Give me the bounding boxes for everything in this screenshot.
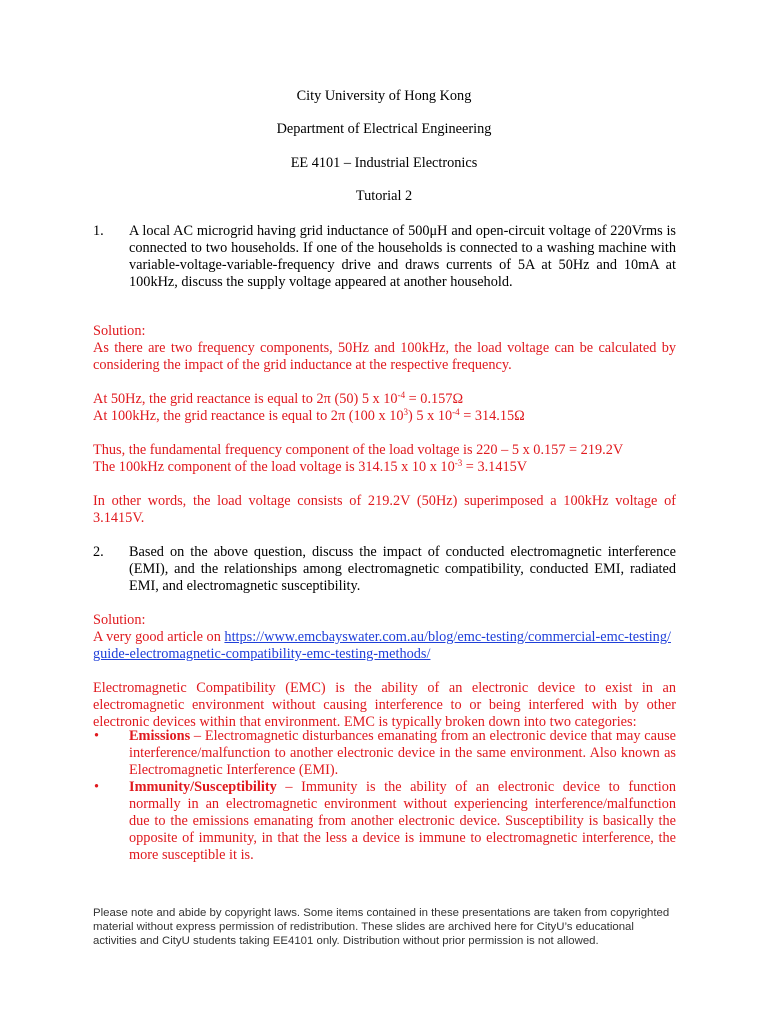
immunity-description: – Immunity is the ability of an electronic device to function normally in an electromagnetic environment without experiencing interference/malfunction due to the emissions emanating from another electronic device. Susceptibility is basically the opposite of immunity, in that the less a device is immune to electromagnetic interference, the more susceptible it is. xyxy=(129,779,676,863)
article-reference xyxy=(93,629,676,663)
bullet-icon: • xyxy=(94,779,100,795)
emissions-term: Emissions xyxy=(129,728,191,744)
reactance-100khz-text: At 100kHz, the grid reactance is equal to 2π (100 x 10 xyxy=(93,408,404,424)
solution-1-label: Solution: xyxy=(93,323,146,339)
reactance-50hz-result: = 0.157Ω xyxy=(405,391,464,407)
bullet-icon: • xyxy=(94,728,100,744)
reactance-100khz-result: = 314.15Ω xyxy=(459,408,525,424)
article-prefix: A very good article on xyxy=(93,629,225,645)
copyright-notice: Please note and abide by copyright laws. Some items contained in these presentations are taken from copyrighted material without express permission of redistribution. These slides are archived here for CityU’s educational activities and CityU students taking EE4101 only. Distribution without prior permission is not allowed. xyxy=(93,907,670,948)
emc-definition: Electromagnetic Compatibility (EMC) is the ability of an electronic device to exist in an electromagnetic environment without causing interference to or being interfered with by other electronic devices within that environment. EMC is typically broken down into two categories: xyxy=(93,680,676,730)
solution-2-label: Solution: xyxy=(93,612,146,628)
fundamental-voltage-line: Thus, the fundamental frequency component of the load voltage is 220 – 5 x 0.157 = 219.2V xyxy=(93,442,624,458)
reactance-50hz-line xyxy=(93,391,676,408)
course-title: EE 4101 – Industrial Electronics xyxy=(290,155,478,171)
harmonic-voltage-text: The 100kHz component of the load voltage is 314.15 x 10 x 10 xyxy=(93,459,455,475)
department-name: Department of Electrical Engineering xyxy=(276,121,492,137)
solution-1-intro: As there are two frequency components, 50Hz and 100kHz, the load voltage can be calculated by considering the impact of the grid inductance at the respective frequency. xyxy=(93,340,676,373)
reactance-100khz-exponent-2: -4 xyxy=(452,407,460,417)
reactance-100khz-exponent-1: 3 xyxy=(403,407,409,417)
emc-category-list xyxy=(93,728,676,864)
harmonic-voltage-line xyxy=(93,459,676,476)
question-1-text: A local AC microgrid having grid inductance of 500μH and open-circuit voltage of 220Vrms is connected to two households. If one of the households is connected to a washing machine with variable-voltage-variable-frequency drive and draws currents of 5A at 50Hz and 10mA at 100kHz, discuss the supply voltage appeared at another household. xyxy=(129,223,676,290)
emc-categories xyxy=(93,728,676,864)
tutorial-title: Tutorial 2 xyxy=(355,188,413,204)
article-link[interactable]: https://www.emcbayswater.com.au/blog/emc-testing/commercial-emc-testing/guide-electromagnetic-compatibility-emc-testing-methods/ xyxy=(93,629,671,662)
question-2 xyxy=(93,544,676,595)
list-item-immunity xyxy=(93,779,676,864)
university-name: City University of Hong Kong xyxy=(296,88,472,104)
question-2-number: 2. xyxy=(93,544,104,560)
reactance-100khz-line xyxy=(93,408,676,425)
reactance-100khz-text-2: ) 5 x 10 xyxy=(408,408,453,424)
solution-1-conclusion: In other words, the load voltage consists of 219.2V (50Hz) superimposed a 100kHz voltage of 3.1415V. xyxy=(93,493,676,526)
emissions-description: – Electromagnetic disturbances emanating from an electronic device that may cause interference/malfunction to another electronic device in the same environment. Also known as Electromagnetic Interference (EMI). xyxy=(129,728,676,778)
reactance-50hz-text: At 50Hz, the grid reactance is equal to 2π (50) 5 x 10 xyxy=(93,391,398,407)
question-1-number: 1. xyxy=(93,223,104,239)
immunity-term: Immunity/Susceptibility xyxy=(129,779,277,795)
harmonic-voltage-result: = 3.1415V xyxy=(462,459,528,475)
harmonic-voltage-exponent: -3 xyxy=(454,458,463,468)
reactance-50hz-exponent: -4 xyxy=(397,390,406,400)
question-1 xyxy=(93,223,676,291)
list-item-emissions xyxy=(93,728,676,779)
question-2-text: Based on the above question, discuss the impact of conducted electromagnetic interference (EMI), and the relationships among electromagnetic compatibility, conducted EMI, radiated EMI, and electromagnetic susceptibility. xyxy=(129,544,676,594)
